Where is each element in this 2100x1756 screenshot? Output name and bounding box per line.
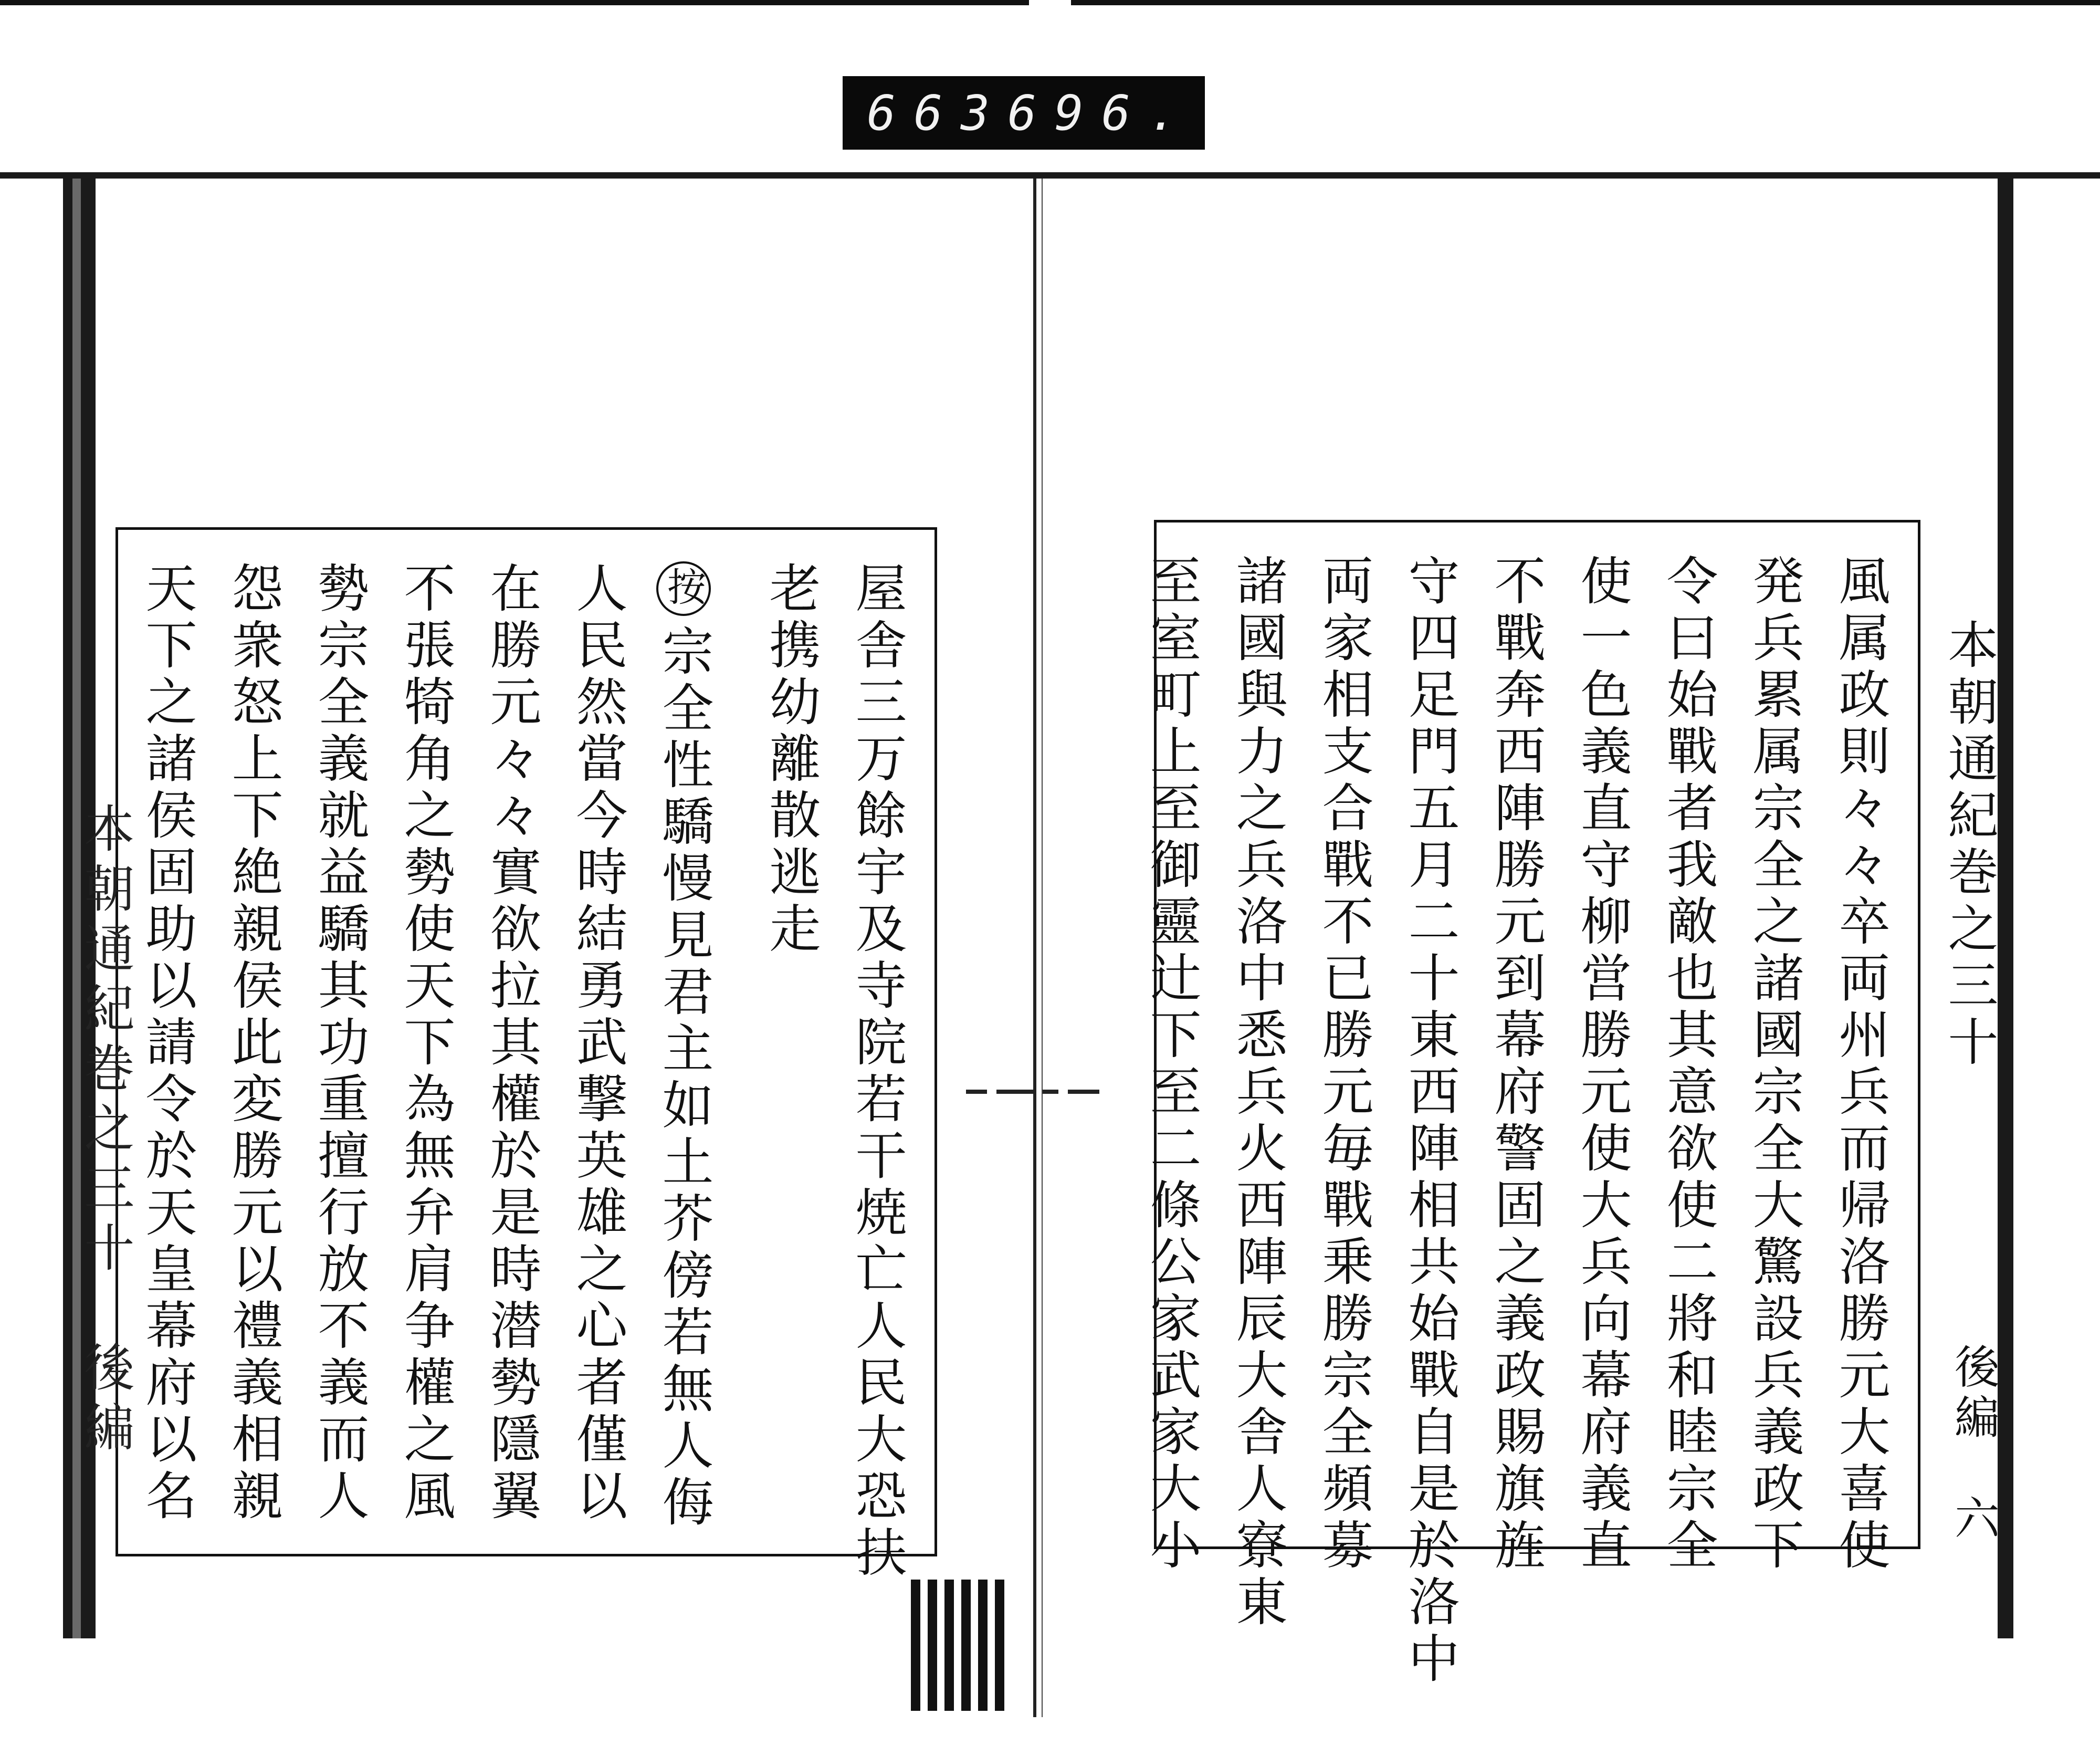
left-column-4: 人民然當今時結勇武撃英雄之心者僅以 bbox=[568, 561, 627, 1525]
left-column-1: 屋舎三万餘宇及寺院若干焼亡人民大恐扶 bbox=[847, 561, 907, 1582]
left-column-7: 勢宗全義就益驕其功重擅行放不義而人 bbox=[309, 561, 369, 1525]
spine-bar bbox=[978, 1580, 988, 1711]
frame-number-label bbox=[843, 76, 1205, 150]
left-column-2: 老携幼離散逃走 bbox=[761, 561, 821, 958]
right-column-9: 至室町上至御靈辻下至二條公家武家大小 bbox=[1141, 554, 1201, 1575]
center-gutter-line bbox=[1042, 179, 1043, 1717]
spine-bar bbox=[961, 1580, 971, 1711]
spine-bar bbox=[995, 1580, 1004, 1711]
center-gutter bbox=[1033, 179, 1036, 1717]
left-column-6: 不張犄角之勢使天下為無弁肩争權之風 bbox=[395, 561, 455, 1525]
left-page bbox=[96, 179, 1033, 1638]
binding-dash bbox=[1043, 1090, 1058, 1094]
book-spread bbox=[0, 172, 2100, 1711]
scan-border-gap bbox=[1029, 0, 1071, 5]
right-column-7: 両家相支合戰不已勝元毎戰乗勝宗全頻募 bbox=[1314, 554, 1373, 1575]
left-column-8: 怨衆怒上下絶親侯此変勝元以禮義相親 bbox=[223, 561, 283, 1525]
right-column-1: 風属政則々々卒両州兵而帰洛勝元大喜使 bbox=[1830, 554, 1890, 1575]
left-column-3 bbox=[647, 561, 720, 1533]
scan-border-top bbox=[0, 0, 2100, 5]
left-running-title: 本朝通紀巻之三十 後編 bbox=[76, 802, 135, 1461]
right-column-3: 令曰始戰者我敵也其意欲使二將和睦宗全 bbox=[1658, 554, 1718, 1575]
commentary-marker: 按 bbox=[656, 561, 711, 616]
frame-number-right: 696. bbox=[1007, 85, 1195, 141]
right-column-2: 発兵累属宗全之諸國宗全大驚設兵義政下 bbox=[1744, 554, 1804, 1575]
right-page bbox=[1043, 179, 1998, 1688]
right-column-5: 不戰奔西陣勝元到幕府警固之義政賜旗旌 bbox=[1486, 554, 1546, 1575]
spine-binding-bars bbox=[911, 1580, 1011, 1711]
right-folio: 後編 六 bbox=[1947, 1343, 1999, 1545]
right-column-8: 諸國與力之兵洛中悉兵火西陣辰大舎人寮東 bbox=[1227, 554, 1287, 1632]
frame-number-left: 663 bbox=[867, 85, 1008, 141]
left-text-block bbox=[116, 527, 937, 1582]
left-column-9: 天下之諸侯固助以請令於天皇幕府以名 bbox=[137, 561, 197, 1525]
right-running-title: 本朝通紀巻之三十 bbox=[1940, 619, 1999, 1072]
spine-bar bbox=[911, 1580, 920, 1711]
left-column-5: 在勝元々々實欲拉其權於是時潜勢隱翼 bbox=[481, 561, 541, 1525]
right-text-block bbox=[1141, 520, 1920, 1688]
right-column-4: 使一色義直守柳営勝元使大兵向幕府義直 bbox=[1572, 554, 1632, 1575]
spine-bar bbox=[944, 1580, 954, 1711]
left-column-3-text: 宗全性驕慢見君主如土芥傍若無人侮 bbox=[654, 624, 713, 1532]
binding-dash bbox=[1068, 1090, 1099, 1094]
binding-dash bbox=[966, 1090, 987, 1094]
binding-dash bbox=[996, 1090, 1033, 1094]
page-top-edge bbox=[0, 172, 2100, 179]
spine-bar bbox=[928, 1580, 937, 1711]
right-column-6: 守四足門五月二十東西陣相共始戰自是於洛中 bbox=[1400, 554, 1460, 1688]
gutter-binding-mark bbox=[966, 1086, 1124, 1096]
